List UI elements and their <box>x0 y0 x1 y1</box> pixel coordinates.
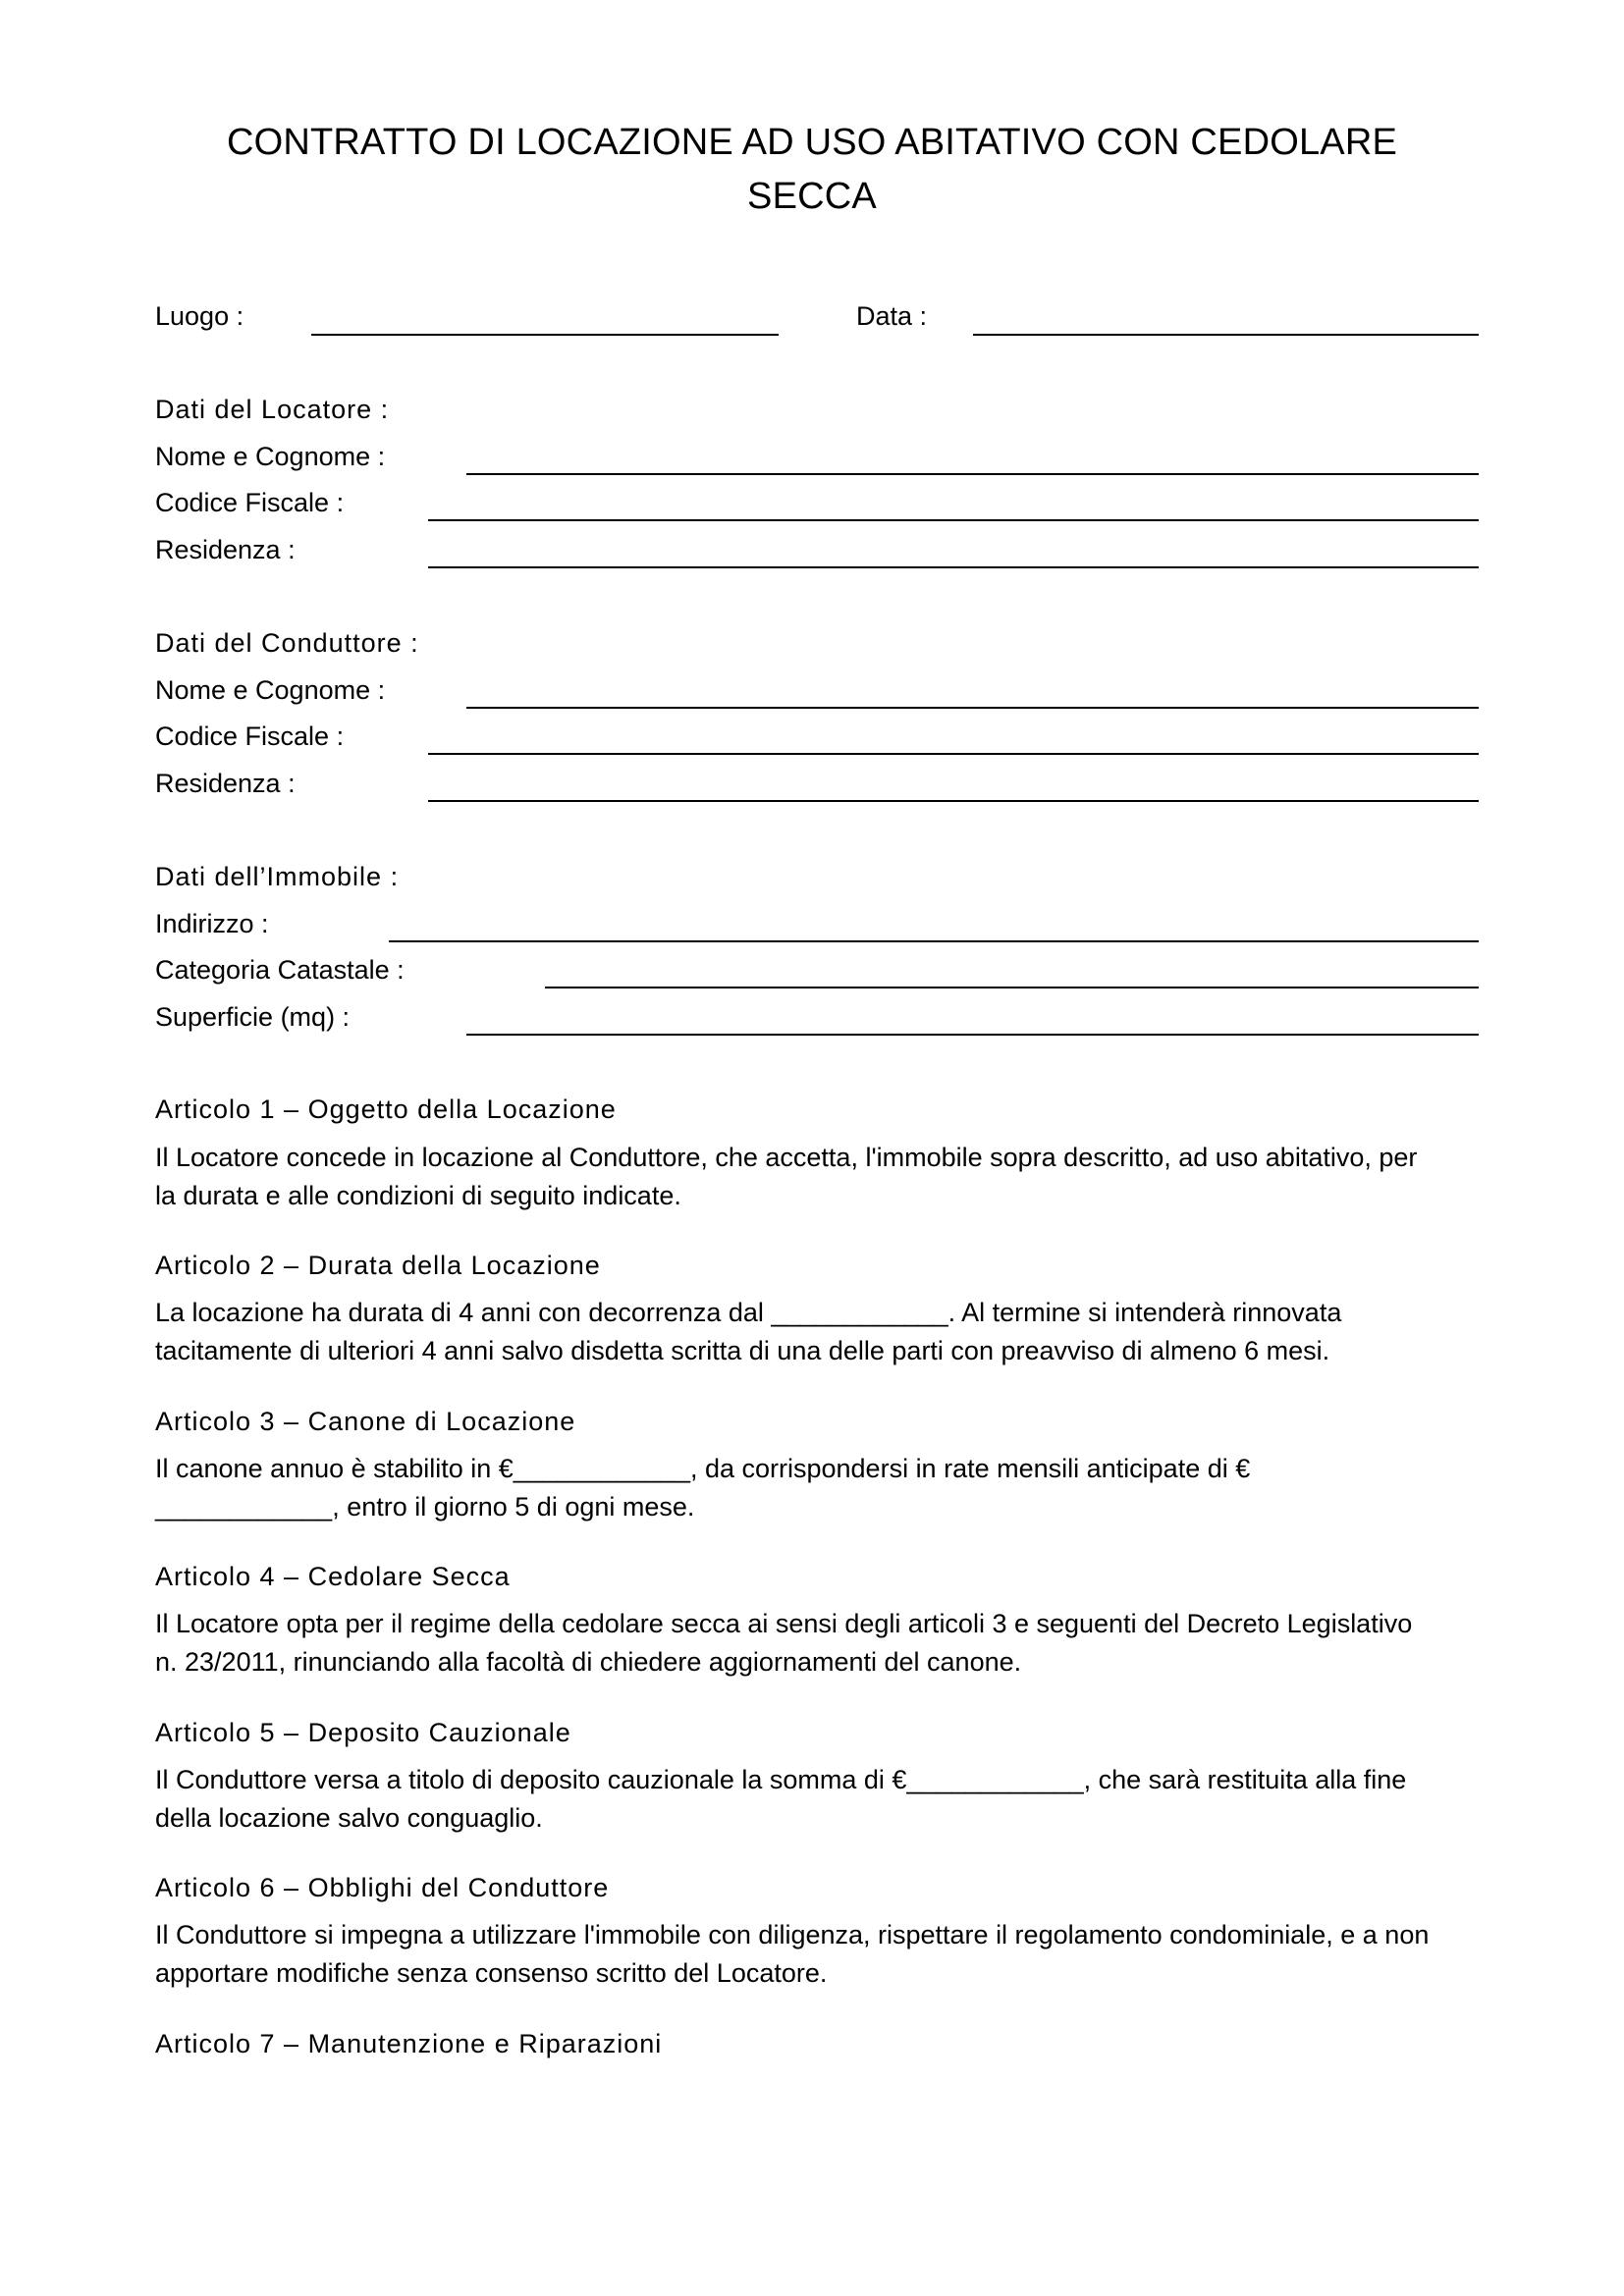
conduttore-codice-fiscale-field[interactable] <box>428 753 1479 755</box>
article-2-body-line-2: tacitamente di ulteriori 4 anni salvo disdetta scritta di una delle parti con preavviso di almeno 6 mesi. <box>155 1336 1330 1365</box>
article-2-body <box>155 1294 1481 1370</box>
immobile-section-label: Dati dell’Immobile : <box>155 862 400 891</box>
article-3-body <box>155 1450 1481 1526</box>
article-7-title: Articolo 7 – Manutenzione e Riparazioni <box>155 2029 663 2058</box>
article-4-body-line-2: n. 23/2011, rinunciando alla facoltà di chiedere aggiornamenti del canone. <box>155 1647 1022 1677</box>
conduttore-residenza-field[interactable] <box>428 800 1479 802</box>
document-title <box>177 116 1447 224</box>
article-1-body-line-1: Il Locatore concede in locazione al Conduttore, che accetta, l'immobile sopra descritto, ad uso abitativo, per <box>155 1143 1418 1172</box>
article-1-body <box>155 1139 1481 1215</box>
locatore-codice-fiscale-label: Codice Fiscale : <box>155 488 345 517</box>
conduttore-nome-field[interactable] <box>466 707 1479 709</box>
data-field[interactable] <box>973 334 1479 336</box>
conduttore-residenza-label: Residenza : <box>155 769 296 798</box>
article-3-body-line-2: ____________, entro il giorno 5 di ogni mese. <box>155 1492 695 1522</box>
article-4-body <box>155 1605 1481 1682</box>
article-5-body <box>155 1761 1481 1838</box>
immobile-superficie-field[interactable] <box>466 1034 1479 1036</box>
document-title-line-1: CONTRATTO DI LOCAZIONE AD USO ABITATIVO CON CEDOLARE <box>226 122 1398 163</box>
data-label: Data : <box>856 301 928 331</box>
article-3-title: Articolo 3 – Canone di Locazione <box>155 1407 576 1436</box>
immobile-categoria-field[interactable] <box>545 987 1479 988</box>
article-6-title: Articolo 6 – Obblighi del Conduttore <box>155 1873 610 1902</box>
locatore-residenza-field[interactable] <box>428 566 1479 568</box>
article-1-title: Articolo 1 – Oggetto della Locazione <box>155 1095 617 1124</box>
immobile-superficie-label: Superficie (mq) : <box>155 1002 351 1032</box>
article-6-body-line-2: apportare modifiche senza consenso scritto del Locatore. <box>155 1958 828 1988</box>
article-6-body-line-1: Il Conduttore si impegna a utilizzare l'immobile con diligenza, rispettare il regolamento condominiale, e a non <box>155 1920 1430 1949</box>
immobile-indirizzo-field[interactable] <box>389 940 1479 942</box>
conduttore-section-label: Dati del Conduttore : <box>155 628 419 658</box>
article-3-body-line-1: Il canone annuo è stabilito in €____________, da corrispondersi in rate mensili anticipate di € <box>155 1454 1251 1483</box>
article-2-body-line-1: La locazione ha durata di 4 anni con decorrenza dal ____________. Al termine si intenderà rinnovata <box>155 1298 1342 1327</box>
luogo-field[interactable] <box>311 334 779 336</box>
article-4-title: Articolo 4 – Cedolare Secca <box>155 1562 511 1591</box>
article-5-body-line-1: Il Conduttore versa a titolo di deposito cauzionale la somma di €____________, che sarà restituita alla fine <box>155 1765 1407 1794</box>
locatore-nome-label: Nome e Cognome : <box>155 442 386 471</box>
article-6-body <box>155 1916 1481 1993</box>
article-4-body-line-1: Il Locatore opta per il regime della cedolare secca ai sensi degli articoli 3 e seguenti del Decreto Legislativo <box>155 1609 1413 1638</box>
article-5-body-line-2: della locazione salvo conguaglio. <box>155 1803 543 1833</box>
conduttore-codice-fiscale-label: Codice Fiscale : <box>155 721 345 751</box>
immobile-categoria-label: Categoria Catastale : <box>155 955 405 985</box>
locatore-codice-fiscale-field[interactable] <box>428 519 1479 521</box>
article-1-body-line-2: la durata e alle condizioni di seguito indicate. <box>155 1181 681 1210</box>
locatore-nome-field[interactable] <box>466 473 1479 475</box>
conduttore-nome-label: Nome e Cognome : <box>155 675 386 705</box>
article-2-title: Articolo 2 – Durata della Locazione <box>155 1251 601 1280</box>
locatore-residenza-label: Residenza : <box>155 535 296 564</box>
article-5-title: Articolo 5 – Deposito Cauzionale <box>155 1718 571 1747</box>
document-title-line-2: SECCA <box>747 176 877 217</box>
locatore-section-label: Dati del Locatore : <box>155 395 390 424</box>
immobile-indirizzo-label: Indirizzo : <box>155 909 269 938</box>
luogo-label: Luogo : <box>155 301 244 331</box>
